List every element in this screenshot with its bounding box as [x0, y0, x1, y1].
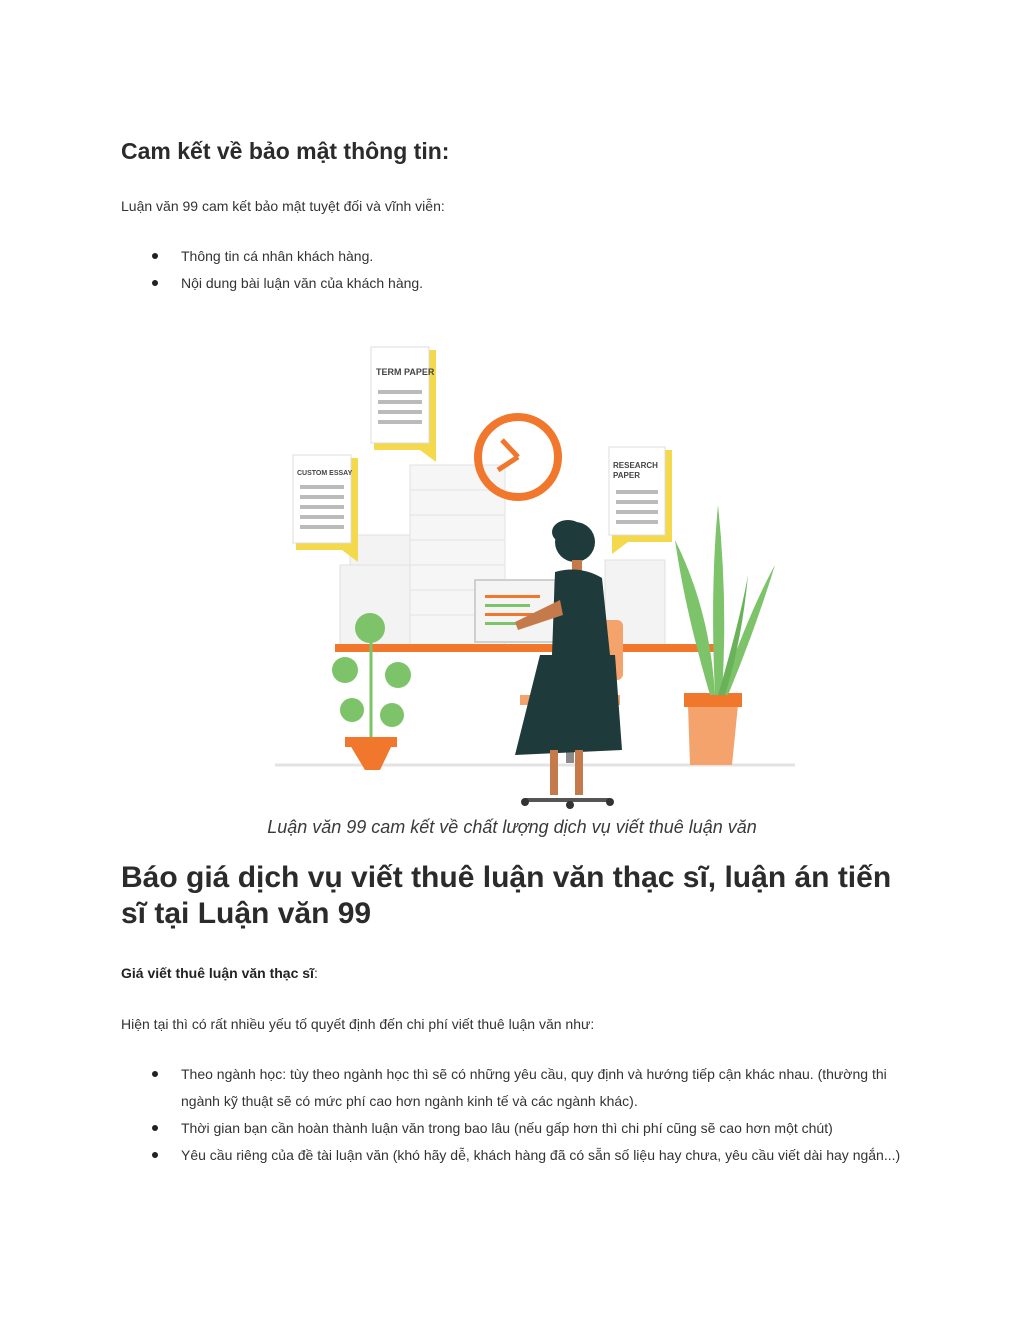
factors-intro: Hiện tại thì có rất nhiều yếu tố quyết định đến chi phí viết thuê luận văn như:: [121, 1016, 595, 1032]
list-item: Thông tin cá nhân khách hàng.: [150, 243, 423, 270]
page-title: Báo giá dịch vụ viết thuê luận văn thạc sĩ, luận án tiến sĩ tại Luận văn 99: [121, 861, 892, 930]
research-paper-note: [609, 447, 672, 554]
term-paper-label: TERM PAPER: [376, 367, 435, 377]
privacy-list: [150, 243, 423, 297]
list-item: Nội dung bài luận văn của khách hàng.: [150, 270, 423, 297]
paper-label: PAPER: [613, 471, 640, 480]
term-paper-note: [371, 347, 436, 462]
price-subheading-colon: :: [313, 965, 318, 981]
research-label: RESEARCH: [613, 461, 658, 470]
image-caption: Luận văn 99 cam kết về chất lượng dịch vụ viết thuê luận văn: [267, 817, 757, 837]
desk-top: [335, 644, 715, 652]
section-heading: Cam kết về bảo mật thông tin:: [121, 138, 450, 164]
intro-text: Luận văn 99 cam kết bảo mật tuyệt đối và vĩnh viễn:: [121, 198, 445, 214]
factors-list: [150, 1061, 910, 1169]
office-worker-illustration: [270, 310, 800, 815]
custom-essay-note: [293, 455, 358, 562]
list-item: Theo ngành học: tùy theo ngành học thì sẽ có những yêu cầu, quy định và hướng tiếp cận khác nhau. (thường thi ngành kỹ thuật sẽ có mức phí cao hơn ngành kinh tế và các ngành khác).: [150, 1061, 910, 1115]
price-subheading-label: Giá viết thuê luận văn thạc sĩ: [121, 965, 314, 981]
clock-icon: [478, 417, 558, 497]
custom-essay-label: CUSTOM ESSAY: [297, 470, 353, 477]
price-subheading: [121, 965, 318, 981]
plant-right: [675, 505, 775, 765]
list-item: Thời gian bạn cần hoàn thành luận văn trong bao lâu (nếu gấp hơn thì chi phí cũng sẽ cao hơn một chút): [150, 1115, 910, 1142]
list-item: Yêu cầu riêng của đề tài luận văn (khó hãy dễ, khách hàng đã có sẵn số liệu hay chưa, yêu cầu viết dài hay ngắn...): [150, 1142, 910, 1169]
